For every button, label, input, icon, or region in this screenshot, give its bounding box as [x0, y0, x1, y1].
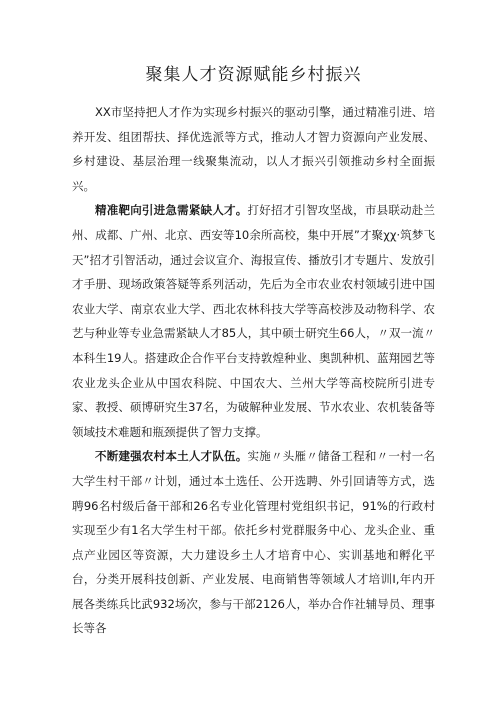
- section-paragraph-local-talent: [72, 444, 435, 641]
- document-title: 聚集人才资源赋能乡村振兴: [145, 65, 362, 85]
- section-paragraph-talent-introduction: [72, 198, 435, 444]
- section-body: 打好招才引智攻坚战，市县联动赴兰州、成都、广州、北京、西安等10余所高校，集中开展”才聚χχ·筑梦飞天”招才引智活动，通过会议宣介、海报宣传、播放引才专题片、发放引才手册、现场政策答疑等系列活动，先后为全市农业农村领域引进中国农业大学、南京农业大学、西北农林科技大学等高校涉及动物科学、农艺与种业等专业急需紧缺人才85人，其中硕士研究生66人，〃双一流〃本科生19人。搭建政企合作平台支持敦煌种业、奥凯种机、蓝翔园艺等农业龙头企业从中国农科院、中国农大、兰州大学等高校院所引进专家、教授、硕博研究生37名，为破解种业发展、节水农业、农机装备等领域技术难题和瓶颈提供了智力支撑。: [72, 203, 436, 439]
- intro-paragraph: XX市坚持把人才作为实现乡村振兴的驱动引擎，通过精准引进、培养开发、组团帮扶、择优选派等方式，推动人才智力资源向产业发展、乡村建设、基层治理一线聚集流动，以人才振兴引领推动乡村全面振兴。: [72, 105, 435, 193]
- section-body: 实施〃头雁〃储备工程和〃一村一名大学生村干部〃计划，通过本土选任、公开选聘、外引回请等方式，选聘96名村级后备干部和26名专业化管理村党组织书记，91%的行政村实现至少有1名大学生村干部。依托乡村党群服务中心、龙头企业、重点产业园区等资源，大力建设乡土人才培育中心、实训基地和孵化平台，分类开展科技创新、产业发展、电商销售等领域人才培训I,年内开展各类练兵比武932场次，参与干部2126人，举办合作社辅导员、理事长等各: [72, 449, 436, 636]
- section-heading: 不断建强农村本土人才队伍。: [95, 449, 248, 464]
- section-heading: 精准靶向引进急需紧缺人才。: [95, 203, 248, 218]
